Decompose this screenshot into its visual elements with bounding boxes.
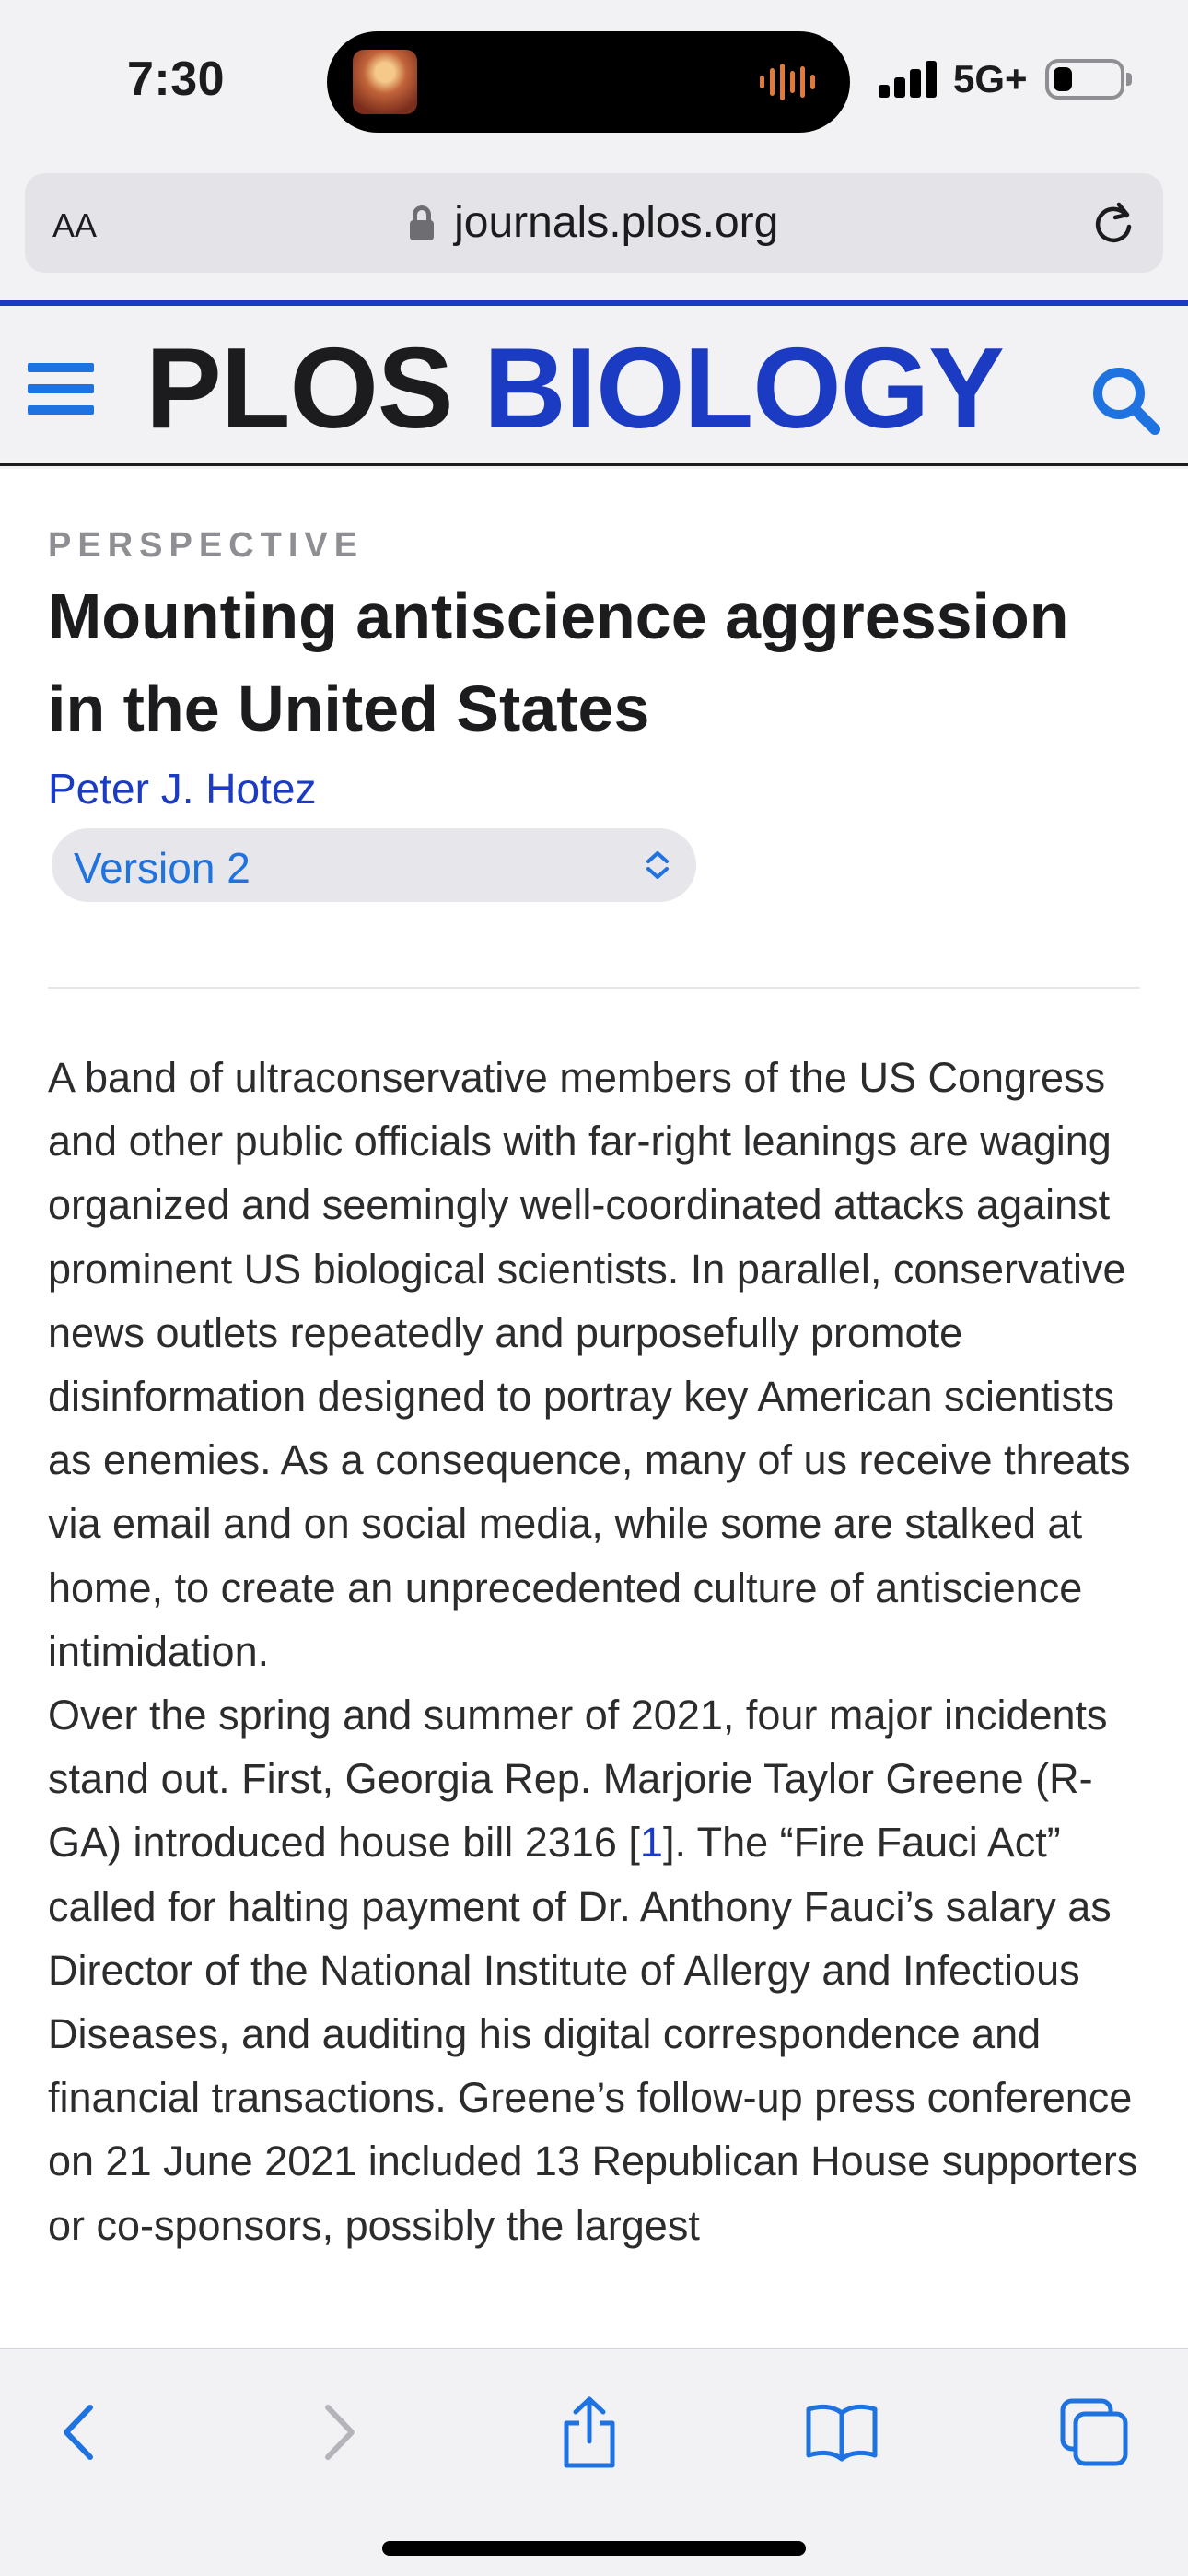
chevron-up-down-icon <box>639 847 676 884</box>
tabs-icon <box>1057 2395 1131 2469</box>
section-divider <box>48 987 1140 989</box>
battery-fill <box>1054 67 1072 91</box>
url-display[interactable] <box>25 197 1163 248</box>
hamburger-menu-icon[interactable] <box>28 363 94 415</box>
article-content <box>0 469 1188 2348</box>
logo-plos: PLOS <box>146 325 453 452</box>
paragraph-2-text-a: Over the spring and summer of 2021, four major incidents stand out. First, Georgia Rep. Marjorie Taylor Greene (R-GA) introduced house bill 2316 [ <box>48 1692 1108 1867</box>
open-book-icon <box>803 2400 880 2465</box>
home-indicator[interactable] <box>382 2541 806 2556</box>
share-button[interactable] <box>543 2386 635 2478</box>
url-text: journals.plos.org <box>454 198 779 247</box>
tabs-button[interactable] <box>1048 2386 1140 2478</box>
article-type-label: PERSPECTIVE <box>48 526 365 565</box>
site-logo[interactable] <box>146 326 1004 451</box>
version-select[interactable] <box>52 828 696 902</box>
share-icon <box>557 2394 622 2471</box>
audio-waveform-icon <box>760 63 819 101</box>
paragraph-2-text-b: ]. The “Fire Fauci Act” called for halting payment of Dr. Anthony Fauci’s salary as Director of the National Institute of Allergy and Infectious Diseases, and auditing his digital correspondence and financial transactions. Greene’s follow-up press conference on 21 June 2021 included 13 Republican House supporters or co-sponsors, possibly the largest <box>48 1819 1138 2249</box>
search-icon[interactable] <box>1087 361 1164 439</box>
address-bar[interactable] <box>25 173 1163 273</box>
dynamic-island[interactable] <box>327 31 850 133</box>
bookmarks-button[interactable] <box>796 2386 888 2478</box>
logo-biology: BIOLOGY <box>483 325 1004 452</box>
browser-toolbar <box>0 2348 1188 2576</box>
reload-icon[interactable] <box>1089 199 1137 247</box>
paragraph-1: A band of ultraconservative members of the US Congress and other public officials with far-right leanings are waging organized and seemingly well-coordinated attacks against prominent US biological scientists. In parallel, conservative news outlets repeatedly and purposefully promote disinformation designed to portray key American scientists as enemies. As a consequence, many of us receive threats via email and on social media, while some are stalked at home, to create an unprecedented culture of antiscience intimidation. <box>48 1054 1131 1675</box>
site-header <box>0 300 1188 466</box>
author-link[interactable]: Peter J. Hotez <box>48 765 317 813</box>
version-selected-value: Version 2 <box>74 844 250 892</box>
article-title: Mounting antiscience aggression in the United States <box>48 580 1069 744</box>
status-time: 7:30 <box>127 53 226 106</box>
reference-link-1[interactable]: 1 <box>639 1819 663 1867</box>
forward-button[interactable] <box>293 2386 385 2478</box>
battery-icon <box>1045 59 1124 100</box>
paragraph-2 <box>48 1683 1153 2257</box>
cellular-signal-icon <box>879 59 941 98</box>
status-bar <box>0 0 1188 157</box>
lock-icon <box>410 205 434 240</box>
chevron-right-icon <box>311 2400 367 2465</box>
article-body <box>48 1046 1153 2257</box>
album-art-icon <box>353 50 417 114</box>
chevron-left-icon <box>52 2400 107 2465</box>
back-button[interactable] <box>33 2386 125 2478</box>
network-type: 5G+ <box>953 57 1028 100</box>
aa-label: AA <box>52 206 98 244</box>
